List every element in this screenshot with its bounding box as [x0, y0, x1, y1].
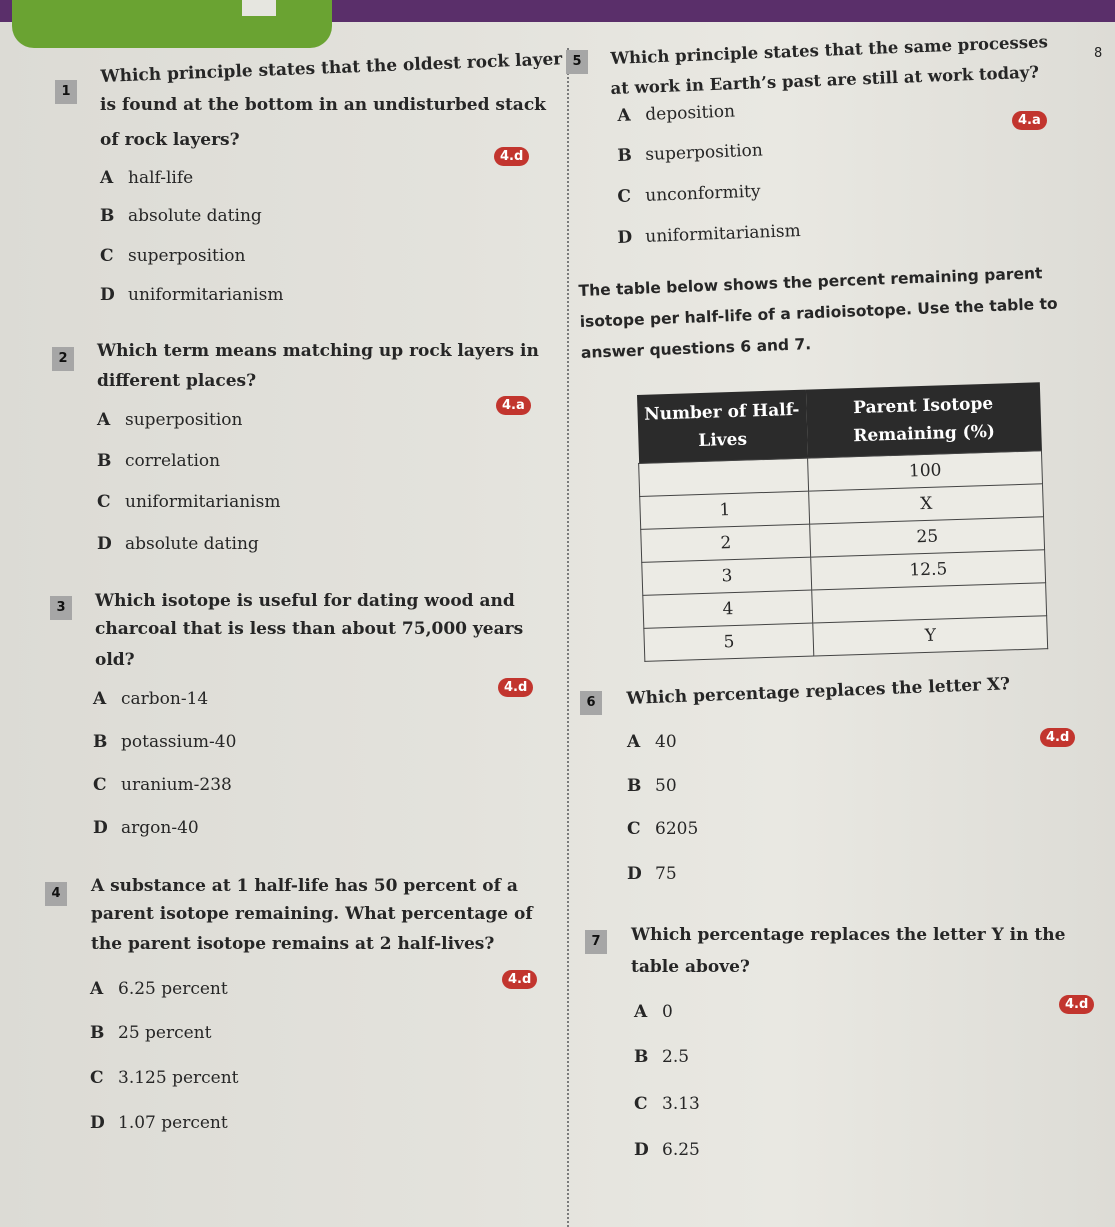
question-5-line-1: Which principle states that the same processes — [610, 32, 1049, 68]
answer-option[interactable]: C 6205 — [627, 819, 699, 839]
question-5-line-2: at work in Earth’s past are still at work today? — [610, 62, 1040, 98]
answer-option[interactable]: D uniformitarianism — [100, 285, 284, 305]
question-3-line-2: charcoal that is less than about 75,000 years — [95, 619, 524, 639]
table-row: 1 X — [640, 484, 1044, 530]
standard-badge: 4.d — [502, 970, 537, 989]
question-4-line-2: parent isotope remaining. What percentage of — [91, 904, 533, 924]
answer-option[interactable]: C superposition — [100, 246, 246, 266]
answer-option[interactable]: C uniformitarianism — [97, 492, 281, 512]
question-number: 6 — [580, 691, 602, 715]
question-number: 4 — [45, 882, 67, 906]
standard-badge: 4.d — [1059, 995, 1094, 1014]
table-row: 4 — [643, 583, 1047, 629]
chapter-tab — [12, 0, 332, 48]
answer-option[interactable]: B absolute dating — [100, 206, 262, 226]
answer-option[interactable]: A superposition — [97, 410, 243, 430]
answer-option[interactable]: B superposition — [617, 140, 764, 166]
question-number: 2 — [52, 347, 74, 371]
table-row: 5 Y — [644, 616, 1048, 662]
answer-option[interactable]: C uranium-238 — [93, 775, 232, 795]
answer-option[interactable]: A 6.25 percent — [90, 979, 228, 999]
question-number: 5 — [566, 50, 588, 74]
standard-badge: 4.d — [498, 678, 533, 697]
standard-badge: 4.a — [1012, 111, 1047, 130]
page-number: 8 — [1094, 46, 1103, 61]
answer-option[interactable]: D uniformitarianism — [617, 220, 802, 248]
table-header: Parent Isotope Remaining (%) — [806, 382, 1042, 458]
answer-option[interactable]: A 0 — [634, 1002, 673, 1022]
question-2-line-2: different places? — [97, 371, 257, 391]
answer-option[interactable]: A 40 — [627, 732, 677, 752]
question-4-line-3: the parent isotope remains at 2 half-lives? — [91, 934, 495, 954]
table-row: 3 12.5 — [642, 550, 1046, 596]
half-life-table — [636, 382, 1048, 662]
question-number: 3 — [50, 596, 72, 620]
question-3-line-1: Which isotope is useful for dating wood and — [95, 591, 515, 611]
answer-option[interactable]: D 6.25 — [634, 1140, 700, 1160]
question-1-line-1: Which principle states that the oldest rock layer — [100, 49, 563, 87]
question-number: 1 — [55, 80, 77, 104]
answer-option[interactable]: A half-life — [100, 168, 194, 188]
answer-option[interactable]: B 2.5 — [634, 1047, 690, 1067]
question-6-line-1: Which percentage replaces the letter X? — [626, 674, 1011, 709]
question-7-line-1: Which percentage replaces the letter Y in the — [631, 925, 1066, 945]
question-number: 7 — [585, 930, 607, 954]
answer-option[interactable]: A carbon-14 — [93, 689, 209, 709]
table-row: 2 25 — [641, 517, 1045, 563]
answer-option[interactable]: D 75 — [627, 864, 677, 884]
answer-option[interactable]: B 25 percent — [90, 1023, 212, 1043]
answer-option[interactable]: A deposition — [617, 101, 736, 126]
table-row: 100 — [639, 451, 1043, 497]
column-divider — [567, 48, 569, 1227]
table-intro: The table below shows the percent remaining parent isotope per half-life of a radioisotope. Use the table to answer questions 6 and 7. — [578, 264, 1058, 362]
answer-option[interactable]: C 3.13 — [634, 1094, 700, 1114]
answer-option[interactable]: D 1.07 percent — [90, 1113, 228, 1133]
standard-badge: 4.a — [496, 396, 531, 415]
question-1-line-3: of rock layers? — [100, 130, 240, 150]
answer-option[interactable]: D absolute dating — [97, 534, 259, 554]
question-2-line-1: Which term means matching up rock layers in — [97, 341, 539, 361]
answer-option[interactable]: B correlation — [97, 451, 221, 471]
answer-option[interactable]: B 50 — [627, 776, 677, 796]
answer-option[interactable]: C unconformity — [617, 181, 761, 207]
table-header: Number of Half-Lives — [636, 390, 807, 464]
question-7-line-2: table above? — [631, 957, 750, 977]
answer-option[interactable]: C 3.125 percent — [90, 1068, 239, 1088]
answer-option[interactable]: D argon-40 — [93, 818, 199, 838]
question-1-line-2: is found at the bottom in an undisturbed stack — [100, 95, 546, 115]
question-3-line-3: old? — [95, 650, 135, 670]
standard-badge: 4.d — [1040, 728, 1075, 747]
answer-option[interactable]: B potassium-40 — [93, 732, 237, 752]
question-4-line-1: A substance at 1 half-life has 50 percent of a — [91, 876, 518, 896]
standard-badge: 4.d — [494, 147, 529, 166]
